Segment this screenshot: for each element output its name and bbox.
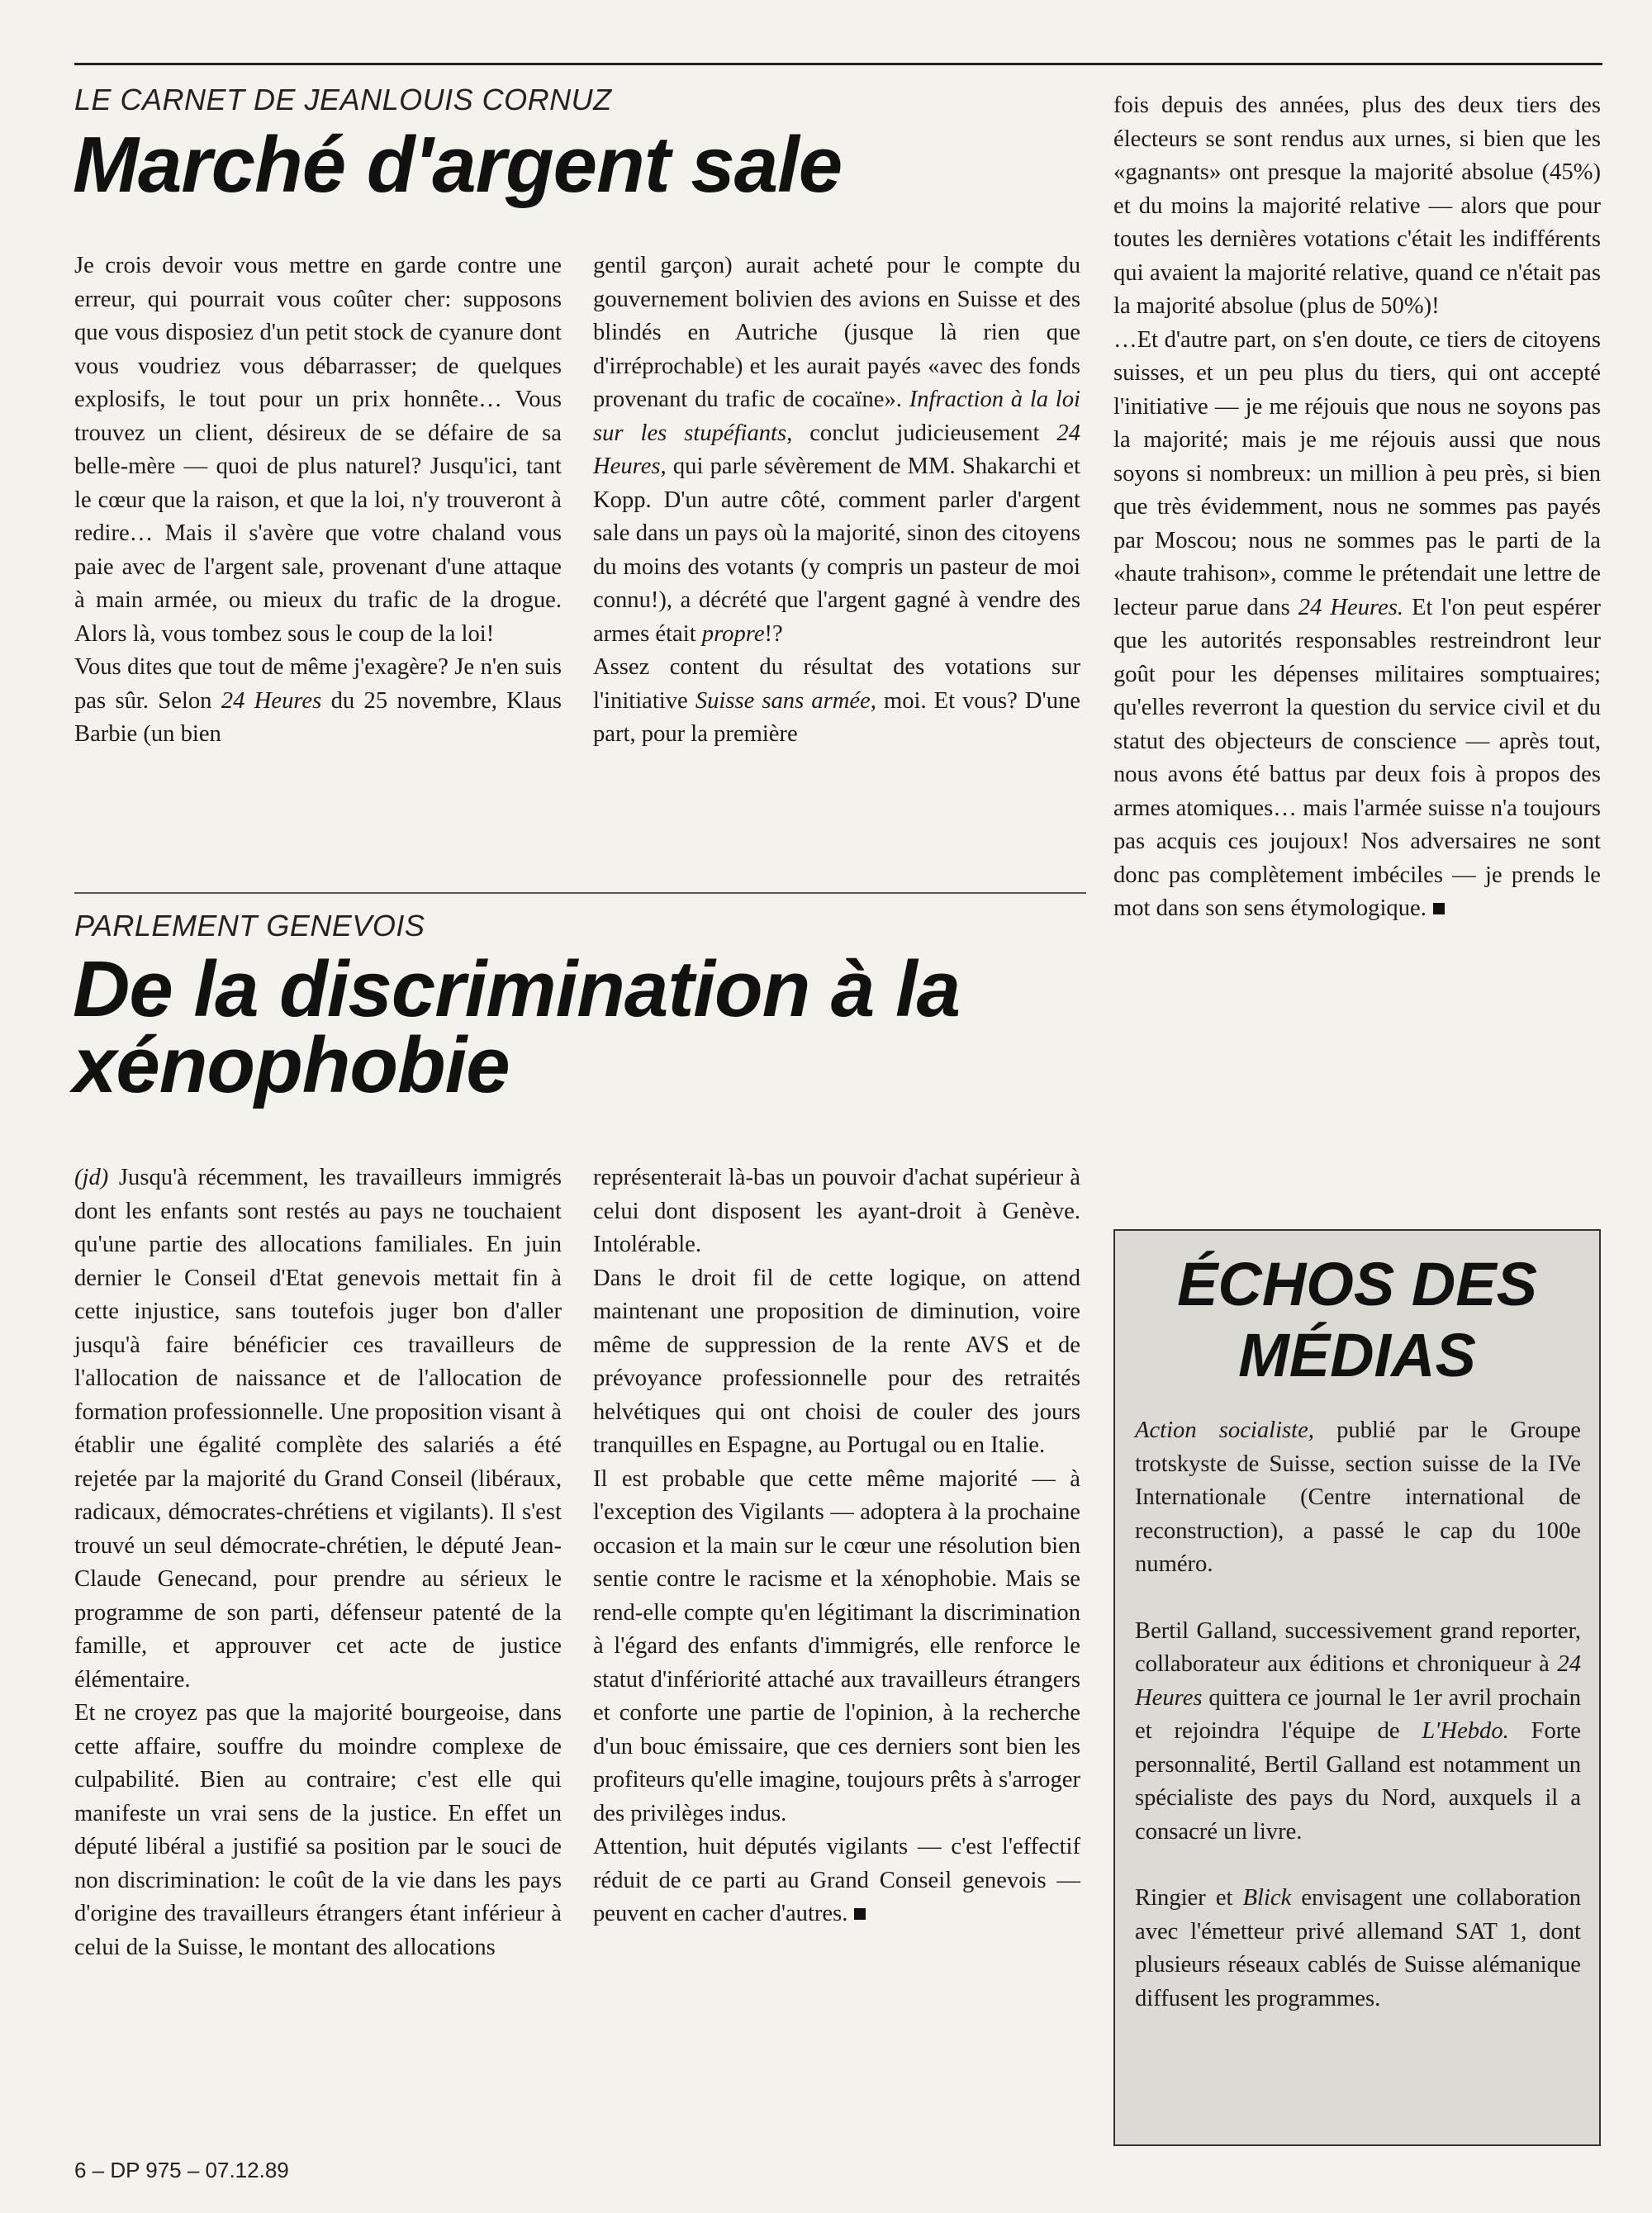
article-separator (74, 892, 1086, 894)
article1-column-1 (74, 249, 562, 752)
article1-kicker: LE CARNET DE JEANLOUIS CORNUZ (74, 83, 612, 116)
article1-paragraph: fois depuis des années, plus des deux tiers des électeurs se sont rendus aux urnes, si bien que les «gagnants» ont presque la majorité absolue (45%) et du moins la majorité relative — alors que pour toutes les dernières votations c'était les indifférents qui avaient la majorité relative, quand ce n'était pas la majorité absolue (plus de 50%)! (1113, 93, 1601, 319)
article1-paragraph: Je crois devoir vous mettre en garde contre une erreur, qui pourrait vous coûter cher: supposons que vous disposiez d'un petit stock de cyanure dont vous voudriez vous débarrasser; de quelques explosifs, le tout pour un prix honnête… Vous trouvez un client, désireux de se défaire de sa belle-mère — quoi de plus naturel? Jusqu'ici, tant le cœur que la raison, et que la loi, n'y trouveront à redire… Mais il s'avère que votre chaland vous paie avec de l'argent sale, provenant d'une attaque à main armée, ou mieux du trafic de la drogue. Alors là, vous tombez sous le coup de la loi! (74, 253, 562, 647)
echos-title: ÉCHOS DES MÉDIAS (1177, 1250, 1537, 1389)
article2-headline-line-2: xénophobie (73, 1021, 510, 1109)
article1-paragraph: Vous dites que tout de même j'exagère? Je n'en suis pas sûr. Selon 24 Heures du 25 novembre, Klaus Barbie (un bien (74, 654, 563, 747)
article1-paragraph: Assez content du résultat des votations sur l'initiative Suisse sans armée, moi. Et vous? D'une part, pour la première (593, 654, 1080, 747)
article2-paragraph: Et ne croyez pas que la majorité bourgeoise, dans cette affaire, souffre du moindre complexe de culpabilité. Bien au contraire; c'est elle qui manifeste un vrai sens de la justice. En effet un député libéral a justifié sa position par le souci de non discrimination: le coût de la vie dans les pays d'origine des travailleurs étrangers étant inférieur à celui de la Suisse, le montant des allocations (74, 1700, 562, 1960)
end-mark-icon (1433, 903, 1445, 914)
echos-item: Ringier et Blick envisagent une collaboration avec l'émetteur privé allemand SAT 1, dont plusieurs réseaux cablés de Suisse alémanique diffusent les programmes. (1135, 1885, 1581, 2011)
top-rule (74, 63, 1602, 65)
echos-des-medias-box (1113, 1229, 1601, 2146)
echos-item: Bertil Galland, successivement grand reporter, collaborateur aux éditions et chroniqueur à 24 Heures quittera ce journal le 1er avril prochain et rejoindra l'équipe de L'Hebdo. Forte personnalité, Bertil Galland est notamment un spécialiste des pays du Nord, auxquels il a consacré un livre. (1135, 1617, 1581, 1845)
article2-paragraph: (jd) Jusqu'à récemment, les travailleurs immigrés dont les enfants sont restés au pays ne touchaient qu'une partie des allocations familiales. En juin dernier le Conseil d'Etat genevois mettait fin à cette injustice, sans toutefois juger bon d'aller jusqu'à faire bénéficier ces travailleurs de l'allocation de naissance et de l'allocation de formation professionnelle. Une proposition visant à établir une égalité complète des salariés a été rejetée par la majorité du Grand Conseil (libéraux, radicaux, démocrates-chrétiens et vigilants). Il s'est trouvé un seul démocrate-chrétien, le député Jean-Claude Genecand, pour prendre au sérieux le programme de son parti, défenseur patenté de la famille, et approuver cet acte de justice élémentaire. (74, 1165, 562, 1693)
article1-headline: Marché d'argent sale (73, 121, 843, 209)
article2-kicker: PARLEMENT GENEVOIS (74, 909, 425, 943)
article2-headline-line-1: De la discrimination à la (73, 945, 961, 1033)
article2-column-1 (74, 1161, 562, 1964)
article2-paragraph: Attention, huit députés vigilants — c'est l'effectif réduit de ce parti au Grand Conseil genevois — peuvent en cacher d'autres. (593, 1834, 1080, 1926)
article1-column-3 (1113, 89, 1601, 926)
article1-column-2 (593, 249, 1080, 752)
end-mark-icon (854, 1908, 866, 1920)
article2-paragraph: représenterait là-bas un pouvoir d'achat supérieur à celui dont disposent les ayant-droit à Genève. Intolérable. (593, 1165, 1080, 1257)
echos-item: Action socialiste, publié par le Groupe trotskyste de Suisse, section suisse de la IVe Internationale (Centre international de reconstruction), a passé le cap du 100e numéro. (1135, 1418, 1581, 1577)
article1-paragraph: …Et d'autre part, on s'en doute, ce tiers de citoyens suisses, et un peu plus du tiers, qui ont accepté l'initiative — je me réjouis que nous ne soyons pas la majorité; mais je me réjouis aussi que nous soyons si nombreux: un million à peu près, si bien que très évidemment, nous ne sommes pas payés par Moscou; nous ne sommes pas le parti de la «haute trahison», comme le prétendait une lettre de lecteur parue dans 24 Heures. Et l'on peut espérer que les autorités responsables restreindront leur goût pour les dépenses militaires somptuaires; qu'elles reverront la question du service civil et du statut des objecteurs de conscience — après tout, nous avons été battus par deux fois à propos des armes atomiques… mais l'armée suisse n'a toujours pas acquis ces joujoux! Nos adversaires ne sont donc pas complètement imbéciles — je prends le mot dans son sens étymologique. (1113, 326, 1602, 921)
page-footer: 6 – DP 975 – 07.12.89 (74, 2158, 289, 2182)
article1-paragraph: gentil garçon) aurait acheté pour le compte du gouvernement bolivien des avions en Suisse et des blindés en Autriche (jusque là rien que d'irréprochable) et les aurait payés «avec des fonds provenant du trafic de cocaïne». Infraction à la loi sur les stupéfiants, conclut judicieusement 24 Heures, qui parle sévèrement de MM. Shakarchi et Kopp. D'un autre côté, comment parler d'argent sale dans un pays où la majorité, sinon des citoyens du moins des votants (y compris un pasteur de moi connu!), a décrété que l'argent gagné à vendre des armes était propre!? (593, 253, 1080, 647)
echos-body (1135, 1414, 1581, 2049)
article2-paragraph: Dans le droit fil de cette logique, on attend maintenant une proposition de diminution, voire même de suppression de la rente AVS et de prévoyance professionnelle pour des retraités helvétiques qui ont choisi de couler des jours tranquilles en Espagne, au Portugal ou en Italie. (593, 1265, 1080, 1458)
article2-paragraph: Il est probable que cette même majorité — à l'exception des Vigilants — adoptera à la prochaine occasion et la main sur le cœur une résolution bien sentie contre le racisme et la xénophobie. Mais se rend-elle compte qu'en légitimant la discrimination à l'égard des enfants d'immigrés, elle renforce le statut d'infériorité attaché aux travailleurs étrangers et conforte une partie de l'opinion, à la recherche d'un bouc émissaire, que ces derniers sont bien les profiteurs qu'elle imagine, toujours prêts à s'arroger des privilèges indus. (593, 1465, 1080, 1826)
article2-column-2 (593, 1161, 1080, 1931)
